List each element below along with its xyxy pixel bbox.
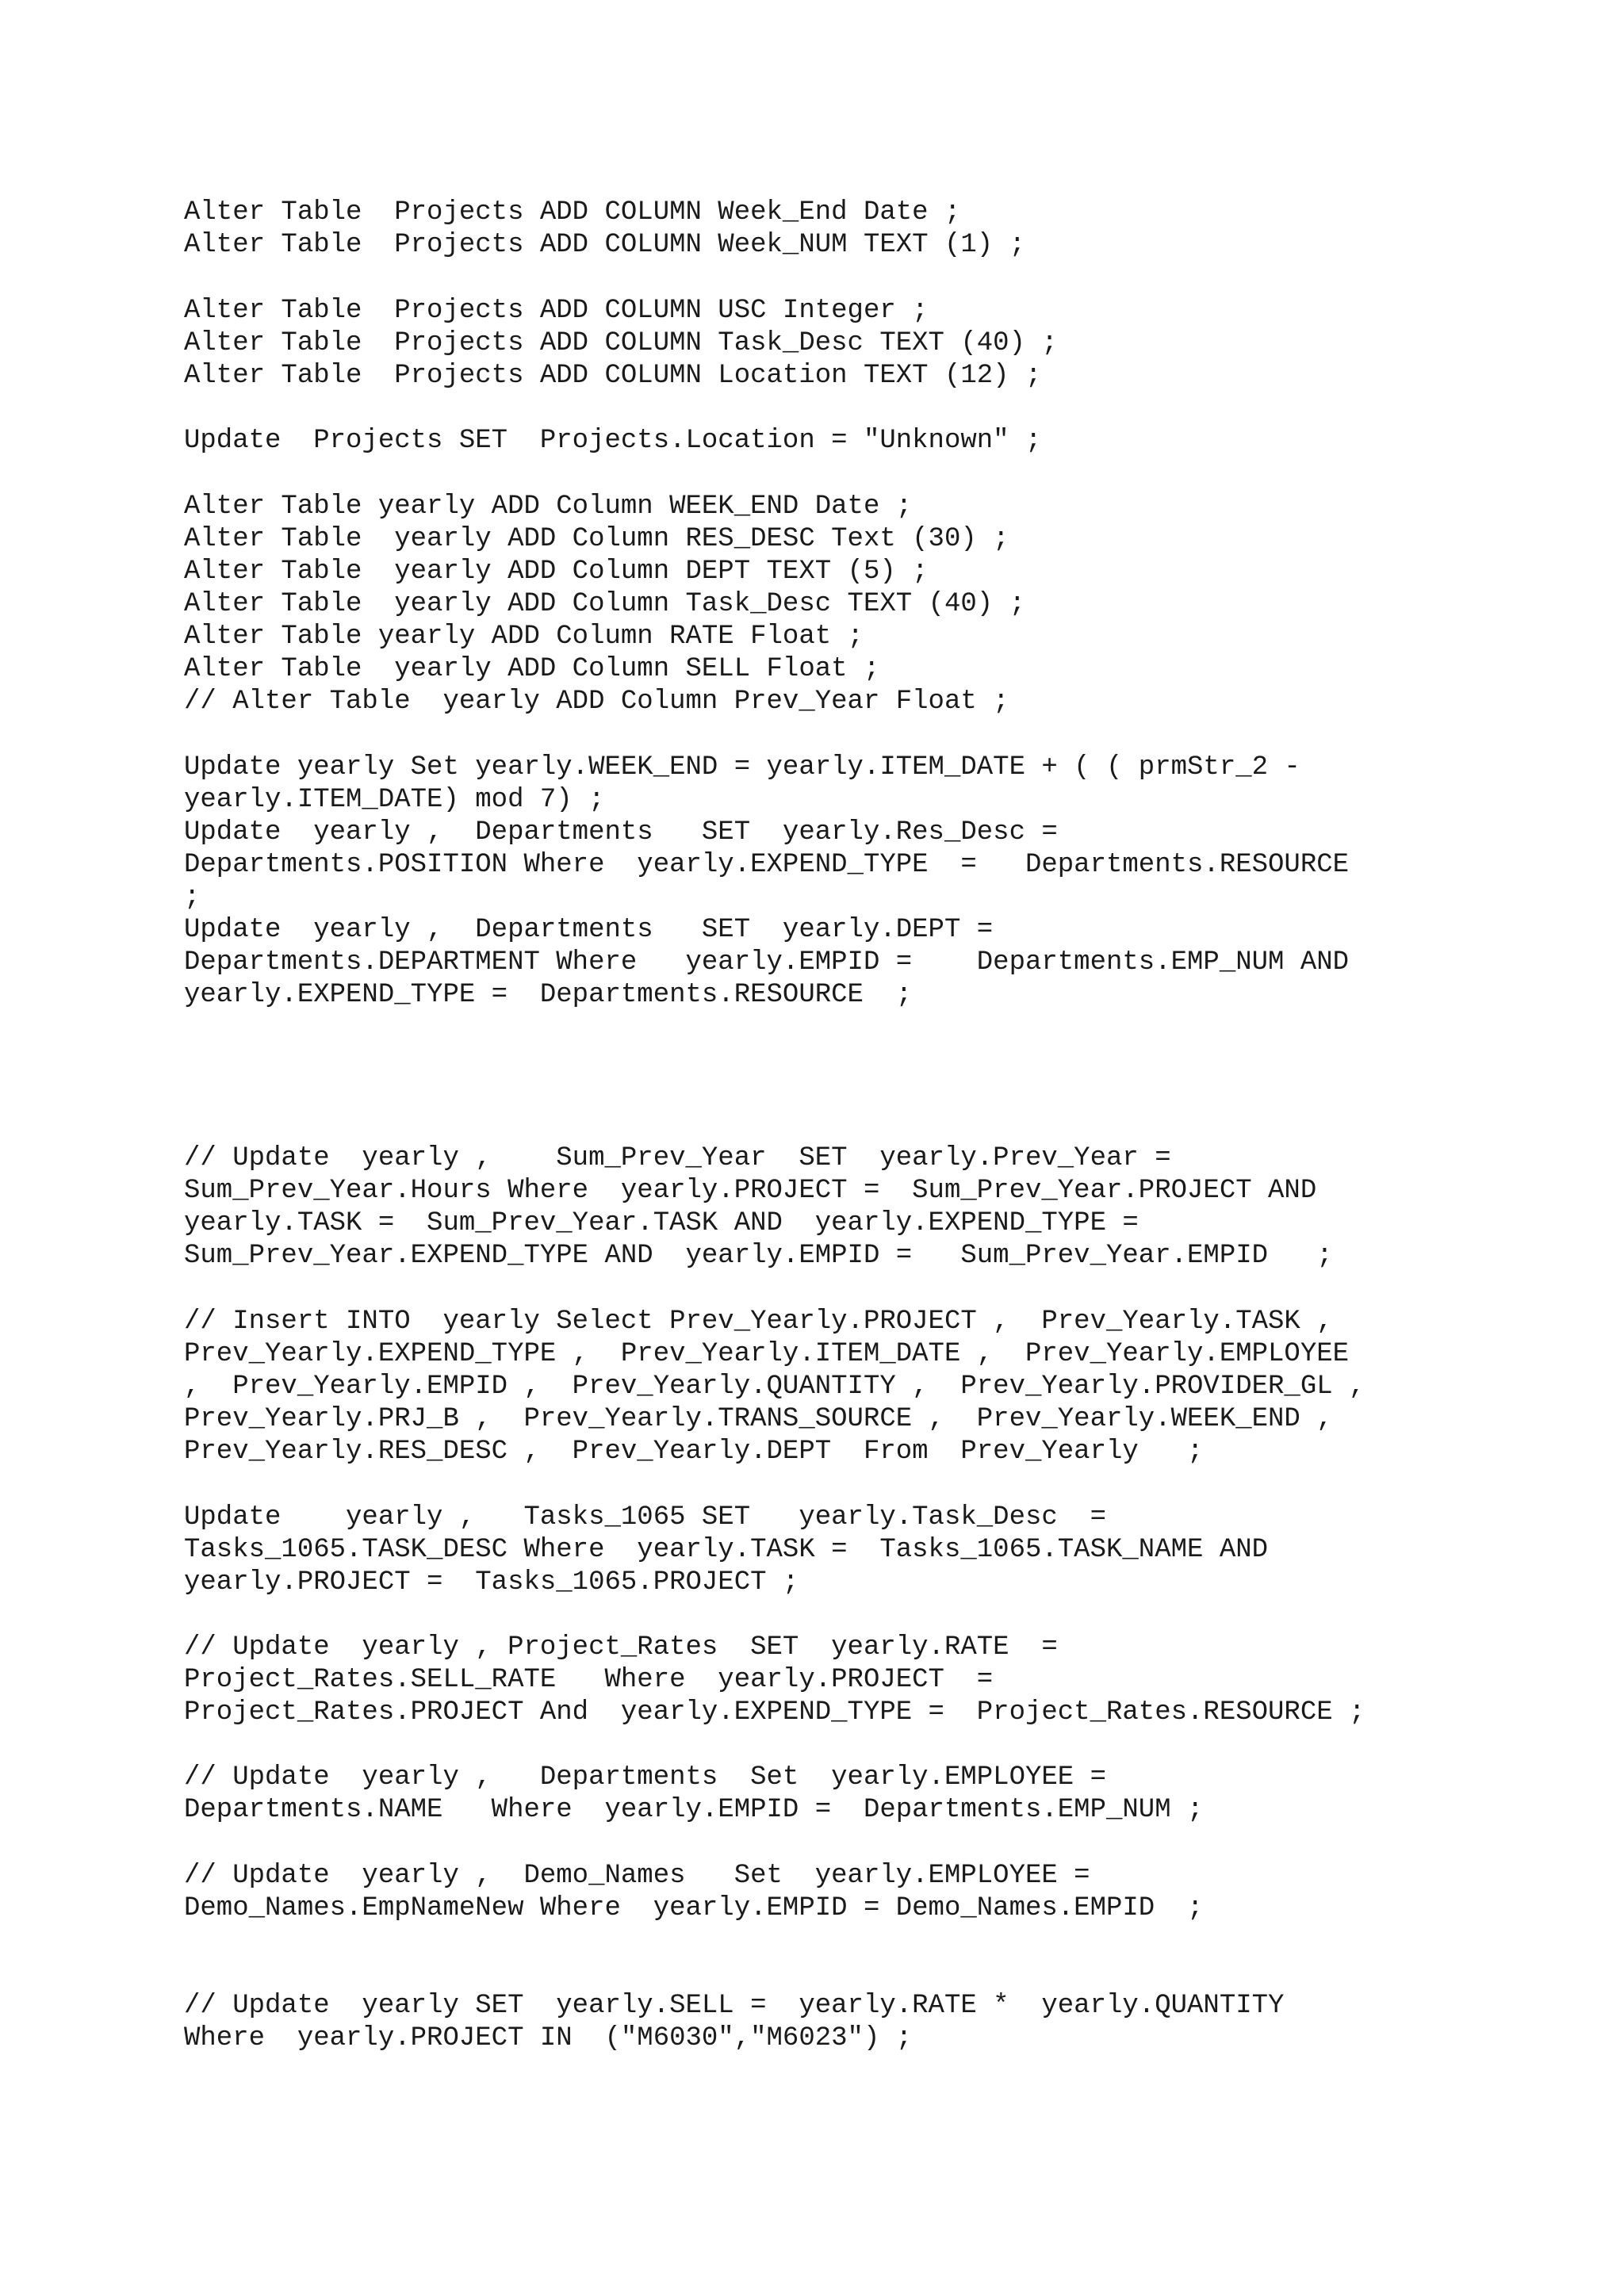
code-block-sum-prev-year-comment: // Update yearly , Sum_Prev_Year SET yearly.Prev_Year = Sum_Prev_Year.Hours Where yearly.PROJECT = Sum_Prev_Year.PROJECT AND yearly.TASK = Sum_Prev_Year.TASK AND yearly.EXPEND_TYPE = Sum_Prev_Year.EXPEND_TYPE AND yearly.EMPID = Sum_Prev_Year.EMPID ; <box>184 1143 1333 1271</box>
code-block-update-location: Update Projects SET Projects.Location = "Unknown" ; <box>184 426 1042 456</box>
code-block-sell-calc-comment: // Update yearly SET yearly.SELL = yearly.RATE * yearly.QUANTITY Where yearly.PROJECT IN ("M6030","M6023") ; <box>184 1991 1285 2053</box>
code-block-projects-task-columns: Alter Table Projects ADD COLUMN USC Integer ; Alter Table Projects ADD COLUMN Task_Desc TEXT (40) ; Alter Table Projects ADD COLUMN Location TEXT (12) ; <box>184 296 1058 391</box>
code-block-insert-prev-yearly-comment: // Insert INTO yearly Select Prev_Yearly.PROJECT , Prev_Yearly.TASK , Prev_Yearly.EXPEND_TYPE , Prev_Yearly.ITEM_DATE , Prev_Yearly.EMPLOYEE , Prev_Yearly.EMPID , Prev_Yearly.QUANTITY , Prev_Yearly.PROVIDER_GL , Prev_Yearly.PRJ_B , Prev_Yearly.TRANS_SOURCE , Prev_Yearly.WEEK_END , Prev_Yearly.RES_DESC , Prev_Yearly.DEPT From Prev_Yearly ; <box>184 1307 1365 1467</box>
code-block-projects-week-columns: Alter Table Projects ADD COLUMN Week_End Date ; Alter Table Projects ADD COLUMN Week_NUM TEXT (1) ; <box>184 197 1025 260</box>
code-block-project-rates-comment: // Update yearly , Project_Rates SET yearly.RATE = Project_Rates.SELL_RATE Where yearly.PROJECT = Project_Rates.PROJECT And yearly.EXPEND_TYPE = Project_Rates.RESOURCE ; <box>184 1632 1365 1728</box>
code-block-update-yearly-departments: Update yearly Set yearly.WEEK_END = yearly.ITEM_DATE + ( ( prmStr_2 - yearly.ITEM_DATE) mod 7) ; Update yearly , Departments SET yearly.Res_Desc = Departments.POSITION Where yearly.EXPEND_TYPE = Departments.RESOURCE ; Update yearly , Departments SET yearly.DEPT = Departments.DEPARTMENT Where yearly.EMPID = Departments.EMP_NUM AND yearly.EXPEND_TYPE = Departments.RESOURCE ; <box>184 752 1350 1010</box>
code-block-demo-names-comment: // Update yearly , Demo_Names Set yearly.EMPLOYEE = Demo_Names.EmpNameNew Where yearly.EMPID = Demo_Names.EMPID ; <box>184 1861 1204 1923</box>
code-block-yearly-columns: Alter Table yearly ADD Column WEEK_END Date ; Alter Table yearly ADD Column RES_DESC Text (30) ; Alter Table yearly ADD Column DEPT TEXT (5) ; Alter Table yearly ADD Column Task_Desc TEXT (40) ; Alter Table yearly ADD Column RATE Float ; Alter Table yearly ADD Column SELL Float ; // Alter Table yearly ADD Column Prev_Year Float ; <box>184 492 1025 717</box>
code-block-employee-name-comment: // Update yearly , Departments Set yearly.EMPLOYEE = Departments.NAME Where yearly.EMPID = Departments.EMP_NUM ; <box>184 1762 1204 1825</box>
code-block-update-task-desc: Update yearly , Tasks_1065 SET yearly.Task_Desc = Tasks_1065.TASK_DESC Where yearly.TASK = Tasks_1065.TASK_NAME AND yearly.PROJECT = Tasks_1065.PROJECT ; <box>184 1502 1269 1598</box>
